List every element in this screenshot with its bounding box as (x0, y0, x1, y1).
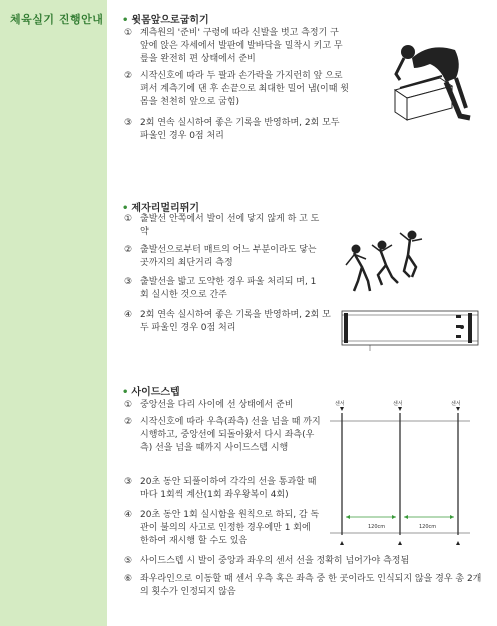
list-item: ① 계측원의 '준비' 구령에 따라 신발을 벗고 측정기 구 앞에 앉은 자세에서 발판에 발바닥을 밀착시 키고 무릎을 완전히 편 상태에서 준비 (124, 28, 343, 64)
sit-and-reach-illustration (360, 28, 475, 128)
list-item: ② 시작신호에 따라 두 팔과 손가락을 가지런히 앞 으로 펴서 계측기에 댄 후 손끝으로 최대한 밀어 냄(이때 윗몸을 천천히 앞으로 굽힘) (124, 71, 349, 107)
section-title-sit-and-reach: • 윗몸앞으로굽히기 (122, 15, 209, 26)
long-jump-illustration (340, 215, 480, 355)
sensor-label-right: 센서 (451, 401, 461, 407)
list-item: ② 시작신호에 따라 우측(좌측) 선을 넘을 때 까지 시행하고, 중앙선에 되돌아왔서 다시 좌측(우측) 선을 넘을 때까지 사이드스텝 시행 (124, 417, 321, 453)
section-title-side-step: • 사이드스텝 (122, 387, 180, 398)
list-item: ③ 20초 동안 되풀이하여 각각의 선을 통과할 때마다 1회씩 계산(1회 좌우왕복이 4회) (124, 477, 317, 500)
distance-label-right: 120cm (419, 524, 437, 530)
list-item: ③ 2회 연속 실시하여 좋은 기록을 반영하며, 2회 모두 파울인 경우 0점 처리 (124, 118, 340, 141)
list-item: ④ 2회 연속 실시하여 좋은 기록을 반영하며, 2회 모두 파울인 경우 0점 처리 (124, 310, 331, 333)
sidebar-title: 체육실기 진행안내 (10, 13, 104, 26)
list-item: ① 중앙선을 다리 사이에 선 상태에서 준비 (124, 400, 294, 410)
list-item: ② 출발선으로부터 매트의 어느 부분이라도 닿는 곳까지의 최단거리 측정 (124, 245, 317, 268)
section-title-standing-long-jump: • 제자리멀리뛰기 (122, 203, 200, 214)
list-item: ⑤ 사이드스텝 시 발이 중앙과 좌우의 센서 선을 정확히 넘어가야 측정됨 (124, 556, 410, 566)
distance-label-left: 120cm (368, 524, 386, 530)
list-item: ① 출발선 안쪽에서 발이 선에 닿지 않게 하 고 도약 (124, 214, 320, 237)
sensor-label-left: 센서 (335, 401, 345, 407)
sidebar-panel (0, 0, 107, 626)
list-item: ③ 출발선을 밟고 도약한 경우 파울 처리되 며, 1회 실시한 것으로 간주 (124, 277, 317, 300)
list-item: ⑥ 좌우라인으로 이동할 때 센서 우측 혹은 좌측 중 한 곳이라도 인식되지 않을 경우 총 2개의 횟수가 인정되지 않음 (124, 574, 482, 597)
list-item: ④ 20초 동안 1회 실시함을 원칙으로 하되, 감 독관이 불의의 사고로 인정한 경우에만 1 회에 한하여 재시행 할 수도 있음 (124, 510, 320, 546)
sensor-label-center: 센서 (393, 401, 403, 407)
side-step-diagram (330, 395, 480, 550)
